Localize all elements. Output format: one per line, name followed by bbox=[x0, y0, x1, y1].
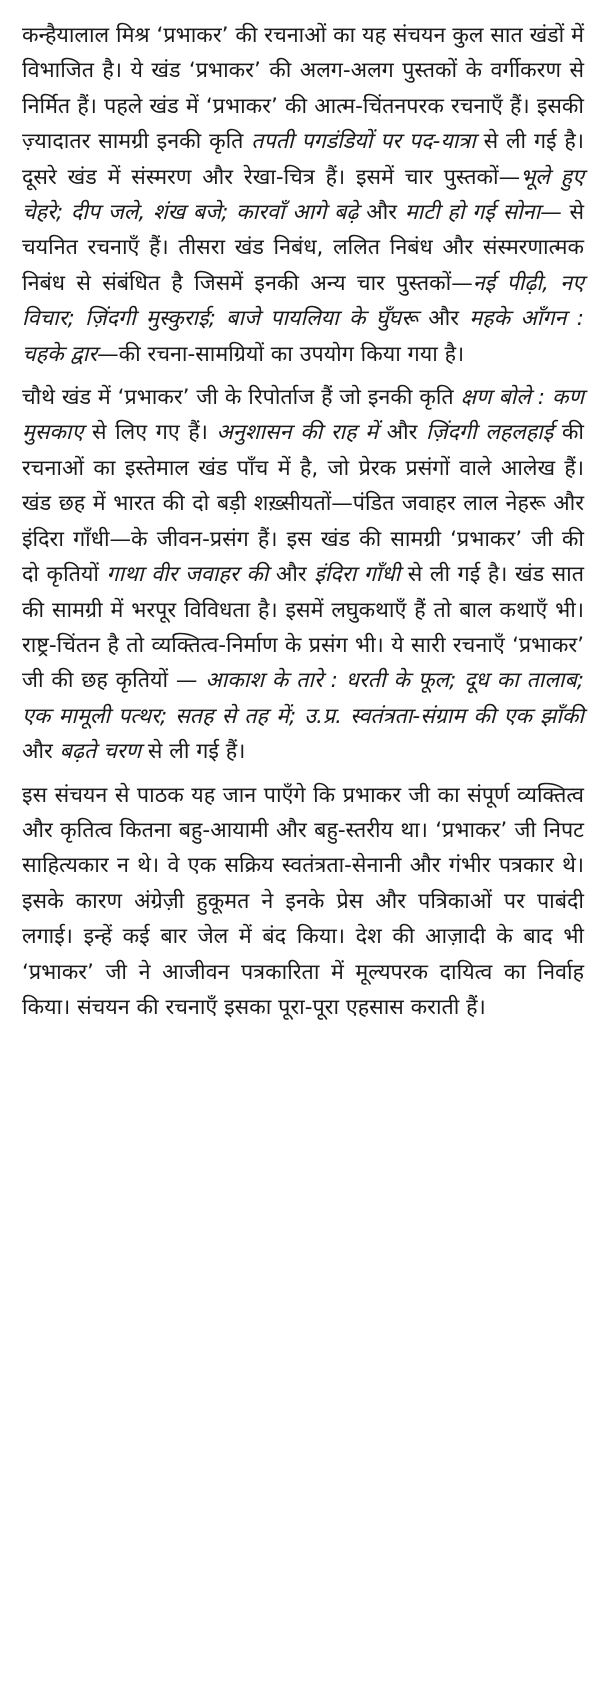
text-run: — से चयनित रचनाएँ हैं। तीसरा खंड निबंध, ललित निबंध और संस्मरणात्मक निबंध से संबंधित है जिसमें इनकी अन्य चार पुस्तकों— bbox=[22, 200, 584, 296]
text-run: की रचनाओं का इस्तेमाल खंड पाँच में है, जो प्रेरक प्रसंगों वाले आलेख हैं। खंड छह में भारत की दो बड़ी शख़्सीयतों—पंडित जवाहर लाल नेहरू और इंदिरा गाँधी—के जीवन-प्रसंग हैं। इस खंड की सामग्री ‘प्रभाकर’ जी की दो कृतियों bbox=[22, 420, 584, 588]
book-title: नई पीढ़ी, नए विचार; ज़िंदगी मुस्कुराई; बाजे पायलिया के घुँघरू bbox=[22, 270, 584, 332]
book-title: गाथा वीर जवाहर की bbox=[106, 562, 269, 588]
text-run: से लिए गए हैं। bbox=[83, 420, 217, 446]
text-run: इस संचयन से पाठक यह जान पाएँगे कि प्रभाकर जी का संपूर्ण व्यक्तित्व और कृतित्व कितना बहु-आयामी और बहु-स्तरीय था। ‘प्रभाकर’ जी निपट साहित्यकार न थे। वे एक सक्रिय स्वतंत्रता-सेनानी और गंभीर पत्रकार थे। इसके कारण अंग्रेज़ी हुकूमत ने इनके प्रेस और पत्रिकाओं पर पाबंदी लगाई। इन्हें कई बार जेल में बंद किया। देश की आज़ादी के बाद भी ‘प्रभाकर’ जी ने आजीवन पत्रकारिता में मूल्यपरक दायित्व का निर्वाह किया। संचयन की रचनाएँ इसका पूरा-पूरा एहसास कराती हैं। bbox=[22, 782, 584, 1020]
book-title: अनुशासन की राह में bbox=[216, 420, 378, 446]
text-run: और bbox=[268, 562, 315, 588]
text-run: और bbox=[358, 200, 405, 226]
book-title: माटी हो गई सोना bbox=[404, 200, 541, 226]
book-title: तपती पगडंडियों पर पद-यात्रा bbox=[251, 129, 476, 155]
book-title: इंदिरा गाँधी bbox=[314, 562, 401, 588]
text-run: से ली गई हैं। bbox=[141, 739, 246, 765]
text-run: —की रचना-सामग्रियों का उपयोग किया गया है। bbox=[97, 341, 465, 367]
text-run: कन्हैयालाल मिश्र ‘प्रभाकर’ की रचनाओं का यह संचयन कुल सात खंडों में विभाजित है। ये खंड ‘प्रभाकर’ की अलग-अलग पुस्तकों के वर्गीकरण से निर्मित हैं। पहले खंड में ‘प्रभाकर’ की आत्म-चिंतनपरक रचनाएँ हैं। इसकी ज़्यादातर सामग्री इनकी कृति bbox=[22, 23, 584, 155]
book-title: आकाश के तारे : धरती के फूल; दूध का तालाब; एक मामूली पत्थर; सतह से तह में; उ.प्र. स्वतंत्रता-संग्राम की एक झाँकी bbox=[22, 668, 584, 729]
text-run: चौथे खंड में ‘प्रभाकर’ जी के रिपोर्ताज हैं जो इनकी कृति bbox=[22, 385, 461, 411]
text-run: और bbox=[378, 420, 426, 446]
paragraph-volume-details bbox=[22, 380, 584, 769]
text-run: और bbox=[417, 306, 470, 332]
paragraph-volume-overview bbox=[22, 18, 584, 372]
book-title: ज़िंदगी लहलहाई bbox=[425, 420, 554, 446]
book-title: महके आँगन : चहके द्वार bbox=[22, 306, 584, 367]
book-title: भूले हुए चेहरे; दीप जले, शंख बजे; कारवाँ आगे बढ़े bbox=[22, 164, 584, 226]
text-run: से ली गई है। खंड सात की सामग्री में भरपूर विविधता है। इसमें लघुकथाएँ हैं तो बाल कथाएँ भी। राष्ट्र-चिंतन है तो व्यक्तित्व-निर्माण के प्रसंग भी। ये सारी रचनाएँ ‘प्रभाकर’ जी की छह कृतियों — bbox=[22, 562, 585, 694]
paragraph-author-profile bbox=[22, 778, 584, 1026]
page-body bbox=[22, 18, 584, 1025]
text-run: और bbox=[22, 739, 60, 765]
book-title: क्षण बोले : कण मुसकाए bbox=[22, 385, 585, 446]
book-title: बढ़ते चरण bbox=[59, 739, 142, 765]
text-run: से ली गई है। दूसरे खंड में संस्मरण और रेखा-चित्र हैं। इसमें चार पुस्तकों— bbox=[22, 129, 584, 190]
